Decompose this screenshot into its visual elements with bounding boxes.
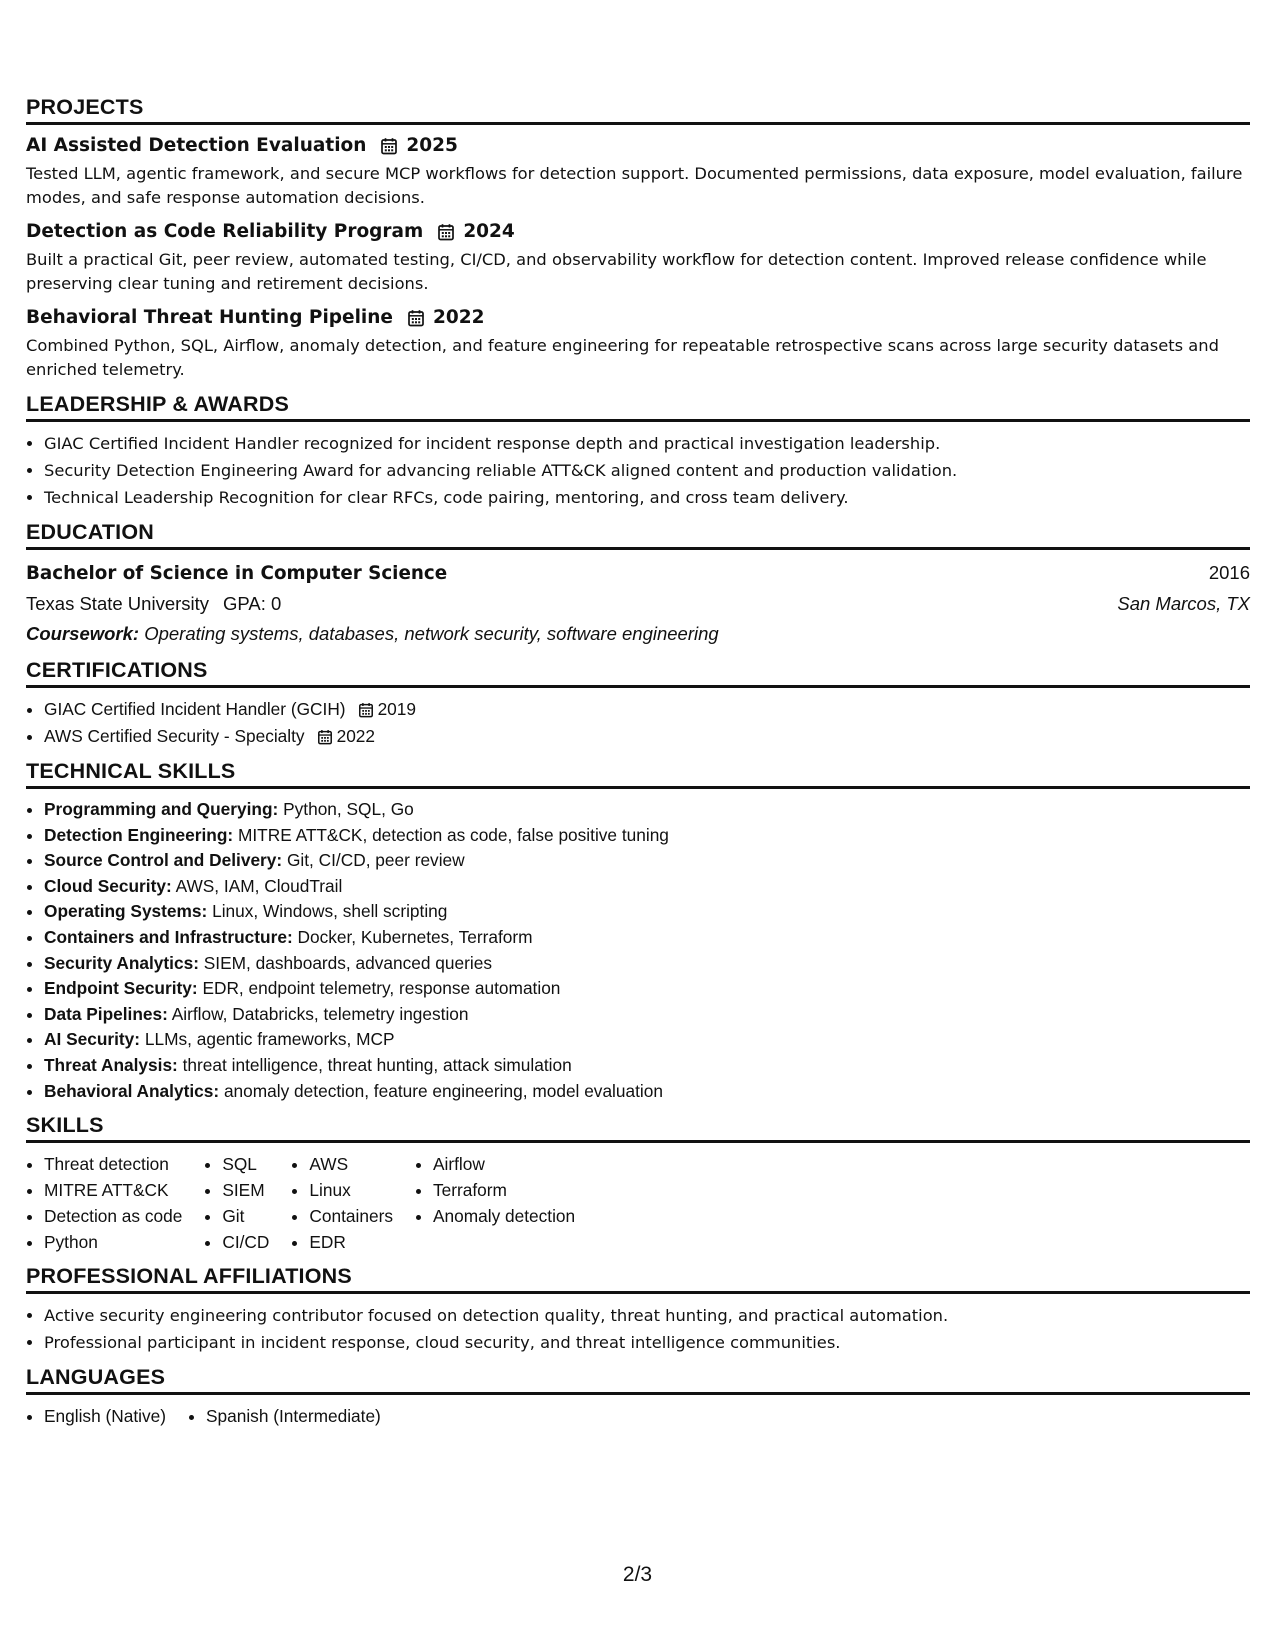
project-description: Built a practical Git, peer review, automated testing, CI/CD, and observability workflow for detection content. Improved release confidence while preserving clear tuning and retirement decisions. xyxy=(26,250,1207,293)
technical-skill-label: Detection Engineering: xyxy=(44,824,234,845)
technical-skill-item xyxy=(44,1079,1250,1105)
skill-item: • Threat detection xyxy=(44,1151,182,1177)
resume-page xyxy=(26,94,1250,1438)
skill-item: • Linux xyxy=(309,1177,393,1203)
technical-skill-value: Python, SQL, Go xyxy=(283,799,414,819)
language-item: • English (Native) xyxy=(44,1403,166,1430)
affiliations-section xyxy=(26,1263,1250,1356)
skills-columns xyxy=(26,1151,1250,1255)
technical-skill-value: Git, CI/CD, peer review xyxy=(286,850,465,871)
project-name: Behavioral Threat Hunting Pipeline xyxy=(26,307,393,328)
technical-skill-label: Cloud Security: xyxy=(44,875,172,896)
skill-item: • SIEM xyxy=(222,1177,269,1203)
technical-skill-label: Threat Analysis: xyxy=(44,1054,178,1075)
calendar-icon xyxy=(358,702,374,718)
certification-year: 2019 xyxy=(377,699,417,719)
school xyxy=(26,589,281,619)
skill-item: • SQL xyxy=(222,1151,269,1177)
certifications-heading: CERTIFICATIONS xyxy=(26,657,1250,688)
affiliation-item: • Professional participant in incident response, cloud security, and threat intelligence communities. xyxy=(44,1329,1250,1356)
technical-skill-item xyxy=(44,1002,1250,1028)
award-item: • Security Detection Engineering Award for advancing reliable ATT&CK aligned content and production validation. xyxy=(44,457,1250,484)
award-item: • GIAC Certified Incident Handler recognized for incident response depth and practical investigation leadership. xyxy=(44,430,1250,457)
coursework-text: Operating systems, databases, network security, software engineering xyxy=(144,623,719,644)
projects-list xyxy=(26,133,1250,382)
technical-skill-item xyxy=(44,925,1250,951)
leadership-section xyxy=(26,391,1250,511)
skill-item: • Detection as code xyxy=(44,1203,182,1229)
technical-skill-value: Docker, Kubernetes, Terraform xyxy=(297,926,533,947)
skill-item: • Anomaly detection xyxy=(433,1203,575,1229)
technical-skill-value: LLMs, agentic frameworks, MCP xyxy=(144,1029,395,1050)
certification-name: GIAC Certified Incident Handler (GCIH) xyxy=(44,699,346,719)
technical-skill-value: anomaly detection, feature engineering, model evaluation xyxy=(223,1080,663,1101)
technical-skill-item xyxy=(44,1027,1250,1053)
calendar-icon xyxy=(317,729,333,745)
project-item xyxy=(26,219,1250,296)
technical-skills-section xyxy=(26,758,1250,1104)
project-year: 2022 xyxy=(432,307,485,328)
languages-heading: LANGUAGES xyxy=(26,1364,1250,1395)
languages-list xyxy=(26,1403,1250,1430)
technical-skill-label: Data Pipelines: xyxy=(44,1003,168,1024)
skills-column xyxy=(204,1151,269,1255)
project-item xyxy=(26,305,1250,382)
languages-section xyxy=(26,1364,1250,1430)
certification-item xyxy=(44,723,1250,750)
coursework xyxy=(26,619,1250,649)
technical-skills-list xyxy=(26,797,1250,1104)
technical-skill-label: Security Analytics: xyxy=(44,952,199,973)
graduation-year: 2016 xyxy=(1208,562,1250,583)
technical-skill-label: AI Security: xyxy=(44,1029,141,1050)
degree: Bachelor of Science in Computer Science xyxy=(26,563,448,584)
skill-item: • MITRE ATT&CK xyxy=(44,1177,182,1203)
technical-skill-value: EDR, endpoint telemetry, response automation xyxy=(202,978,561,999)
certification-name: AWS Certified Security - Specialty xyxy=(44,726,305,746)
skill-item: • Airflow xyxy=(433,1151,575,1177)
skill-item: • Git xyxy=(222,1203,269,1229)
school-location: San Marcos, TX xyxy=(1117,593,1250,614)
certifications-section xyxy=(26,657,1250,750)
technical-skills-heading: TECHNICAL SKILLS xyxy=(26,758,1250,789)
technical-skill-item xyxy=(44,899,1250,925)
language-column xyxy=(26,1403,166,1430)
calendar-icon xyxy=(407,309,425,327)
skills-column xyxy=(26,1151,182,1255)
technical-skill-label: Operating Systems: xyxy=(44,901,208,922)
technical-skill-item xyxy=(44,823,1250,849)
project-description: Combined Python, SQL, Airflow, anomaly detection, and feature engineering for repeatable retrospective scans across large security datasets and enriched telemetry. xyxy=(26,336,1219,379)
technical-skill-item xyxy=(44,797,1250,823)
project-year: 2025 xyxy=(406,135,458,156)
certification-item xyxy=(44,696,1250,723)
skills-column xyxy=(415,1151,575,1255)
education-school-row xyxy=(26,589,1250,619)
coursework-label: Coursework: xyxy=(26,623,140,644)
technical-skill-label: Endpoint Security: xyxy=(44,978,198,999)
skills-section xyxy=(26,1112,1250,1255)
skill-item: • Python xyxy=(44,1229,182,1255)
technical-skill-value: Linux, Windows, shell scripting xyxy=(212,901,448,922)
technical-skill-item xyxy=(44,848,1250,874)
education-degree-row xyxy=(26,558,1250,589)
school-name: Texas State University xyxy=(26,593,210,614)
technical-skill-item xyxy=(44,1053,1250,1079)
skill-item: • EDR xyxy=(309,1229,393,1255)
affiliation-item: • Active security engineering contributor focused on detection quality, threat hunting, and practical automation. xyxy=(44,1302,1250,1329)
project-header xyxy=(26,219,1250,244)
skill-item: • AWS xyxy=(309,1151,393,1177)
technical-skill-value: MITRE ATT&CK, detection as code, false positive tuning xyxy=(237,824,669,845)
project-name: Detection as Code Reliability Program xyxy=(26,221,424,242)
technical-skill-value: Airflow, Databricks, telemetry ingestion xyxy=(171,1003,469,1024)
calendar-icon xyxy=(437,223,455,241)
projects-section xyxy=(26,94,1250,382)
skill-item: • Terraform xyxy=(433,1177,575,1203)
certifications-list xyxy=(26,696,1250,750)
project-item xyxy=(26,133,1250,210)
technical-skill-label: Source Control and Delivery: xyxy=(44,850,283,871)
technical-skill-value: AWS, IAM, CloudTrail xyxy=(175,875,343,896)
skills-column xyxy=(291,1151,393,1255)
leadership-heading: LEADERSHIP & AWARDS xyxy=(26,391,1250,422)
language-item: • Spanish (Intermediate) xyxy=(206,1403,381,1430)
technical-skill-item xyxy=(44,976,1250,1002)
technical-skill-label: Programming and Querying: xyxy=(44,799,279,819)
technical-skill-value: SIEM, dashboards, advanced queries xyxy=(203,952,492,973)
award-item: • Technical Leadership Recognition for clear RFCs, code pairing, mentoring, and cross team delivery. xyxy=(44,484,1250,511)
certification-year: 2022 xyxy=(336,726,376,746)
project-name: AI Assisted Detection Evaluation xyxy=(26,135,367,156)
project-header xyxy=(26,133,1250,158)
project-description: Tested LLM, agentic framework, and secure MCP workflows for detection support. Documented permissions, data exposure, model evaluation, failure modes, and safe response automation decisions. xyxy=(26,164,1243,207)
technical-skill-item xyxy=(44,874,1250,900)
project-year: 2024 xyxy=(463,221,515,242)
skill-item: • Containers xyxy=(309,1203,393,1229)
education-heading: EDUCATION xyxy=(26,519,1250,550)
technical-skill-item xyxy=(44,951,1250,977)
gpa: GPA: 0 xyxy=(223,593,282,614)
projects-heading: PROJECTS xyxy=(26,94,1250,125)
page-number: 2/3 xyxy=(622,1563,653,1586)
education-section xyxy=(26,519,1250,649)
affiliations-list xyxy=(26,1302,1250,1356)
language-column xyxy=(188,1403,381,1430)
calendar-icon xyxy=(380,137,398,155)
skills-heading: SKILLS xyxy=(26,1112,1250,1143)
leadership-list xyxy=(26,430,1250,511)
technical-skill-label: Behavioral Analytics: xyxy=(44,1080,220,1101)
skill-item: • CI/CD xyxy=(222,1229,269,1255)
technical-skill-value: threat intelligence, threat hunting, attack simulation xyxy=(182,1054,572,1075)
project-header xyxy=(26,305,1250,330)
technical-skill-label: Containers and Infrastructure: xyxy=(44,926,293,947)
affiliations-heading: PROFESSIONAL AFFILIATIONS xyxy=(26,1263,1250,1294)
